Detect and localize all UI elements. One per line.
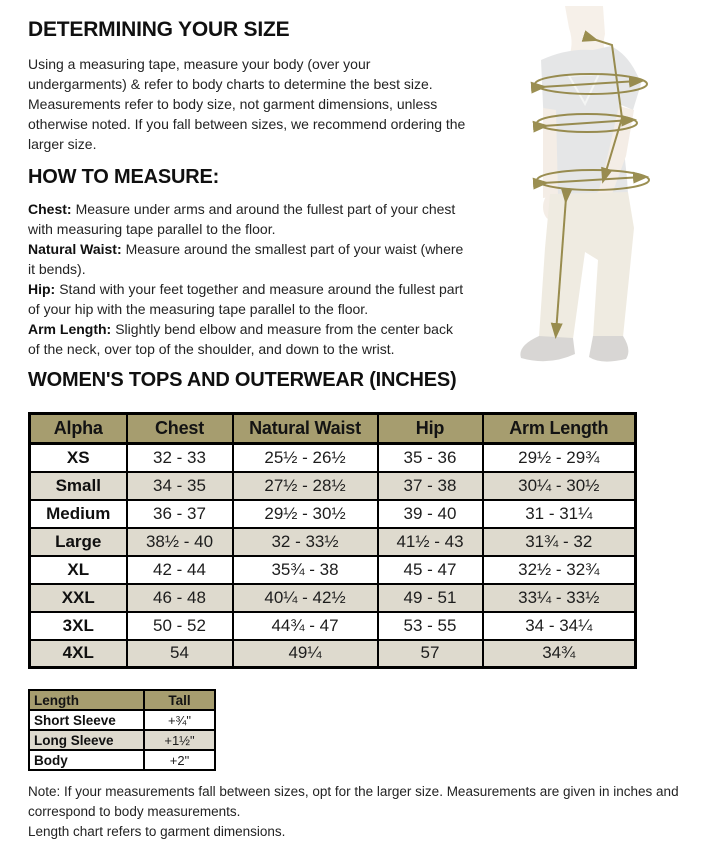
cell-value: 29½ - 30½ [233, 500, 378, 528]
measure-item-hip [28, 279, 468, 319]
cell-value: 33¼ - 33½ [483, 584, 636, 612]
row-label: 4XL [30, 640, 127, 668]
cell-value: 46 - 48 [127, 584, 233, 612]
row-label: Body [29, 750, 144, 770]
cell-value: 32 - 33½ [233, 528, 378, 556]
measure-item-chest [28, 199, 468, 239]
table-row [29, 710, 215, 730]
measure-item-natural-waist [28, 239, 468, 279]
page-title: DETERMINING YOUR SIZE [28, 18, 290, 41]
cell-value: 35 - 36 [378, 444, 483, 472]
cell-value: 30¼ - 30½ [483, 472, 636, 500]
size-table-header-row [30, 414, 636, 444]
footnote-line-2: Length chart refers to garment dimensions. [28, 824, 286, 839]
cell-value: 41½ - 43 [378, 528, 483, 556]
table-row [30, 500, 636, 528]
table-row [30, 472, 636, 500]
cell-value: 53 - 55 [378, 612, 483, 640]
measure-label: Arm Length: [28, 321, 112, 337]
length-table-header-row [29, 690, 215, 710]
footnote [28, 782, 718, 842]
cell-value: 25½ - 26½ [233, 444, 378, 472]
cell-value: 29½ - 29¾ [483, 444, 636, 472]
cell-value: 50 - 52 [127, 612, 233, 640]
cell-value: 31 - 31¼ [483, 500, 636, 528]
length-tall-table [28, 689, 216, 771]
person-silhouette [520, 6, 641, 362]
table-row [29, 730, 215, 750]
cell-value: +¾" [144, 710, 215, 730]
measure-text: Stand with your feet together and measure around the fullest part of your hip with the measuring tape parallel to the floor. [28, 281, 464, 317]
measure-text: Slightly bend elbow and measure from the center back of the neck, over top of the shoulder, and down to the wrist. [28, 321, 453, 357]
column-header: Alpha [30, 414, 127, 444]
cell-value: 44¾ - 47 [233, 612, 378, 640]
cell-value: 27½ - 28½ [233, 472, 378, 500]
table-row [30, 528, 636, 556]
row-label: Large [30, 528, 127, 556]
how-to-measure-heading: HOW TO MEASURE: [28, 166, 220, 188]
column-header: Tall [144, 690, 215, 710]
cell-value: 34¾ [483, 640, 636, 668]
table-row [30, 444, 636, 472]
row-label: Short Sleeve [29, 710, 144, 730]
cell-value: 49 - 51 [378, 584, 483, 612]
cell-value: 45 - 47 [378, 556, 483, 584]
size-chart-heading: WOMEN'S TOPS AND OUTERWEAR (INCHES) [28, 369, 457, 391]
measure-instructions [28, 199, 468, 359]
cell-value: 49¼ [233, 640, 378, 668]
cell-value: 34 - 35 [127, 472, 233, 500]
cell-value: 34 - 34¼ [483, 612, 636, 640]
measure-text: Measure under arms and around the fullest part of your chest with measuring tape parallel to the floor. [28, 201, 456, 237]
row-label: XS [30, 444, 127, 472]
measure-item-arm-length [28, 319, 468, 359]
row-label: Long Sleeve [29, 730, 144, 750]
cell-value: 32½ - 32¾ [483, 556, 636, 584]
woman-measure-diagram-image [481, 6, 716, 368]
cell-value: 32 - 33 [127, 444, 233, 472]
womens-tops-size-table [28, 412, 637, 669]
row-label: Small [30, 472, 127, 500]
table-row [29, 750, 215, 770]
row-label: XL [30, 556, 127, 584]
measurement-figure-illustration [481, 6, 716, 368]
column-header: Length [29, 690, 144, 710]
table-row [30, 612, 636, 640]
table-row [30, 640, 636, 668]
cell-value: 57 [378, 640, 483, 668]
column-header: Arm Length [483, 414, 636, 444]
cell-value: 38½ - 40 [127, 528, 233, 556]
measure-label: Natural Waist: [28, 241, 122, 257]
cell-value: +1½" [144, 730, 215, 750]
cell-value: 42 - 44 [127, 556, 233, 584]
row-label: 3XL [30, 612, 127, 640]
column-header: Hip [378, 414, 483, 444]
measure-text: Measure around the smallest part of your waist (where it bends). [28, 241, 464, 277]
table-row [30, 584, 636, 612]
footnote-line-1: Note: If your measurements fall between sizes, opt for the larger size. Measurements are given in inches and correspond to body measurements. [28, 784, 679, 819]
cell-value: 54 [127, 640, 233, 668]
intro-paragraph: Using a measuring tape, measure your body (over your undergarments) & refer to body charts to determine the best size. Measurements refer to body size, not garment dimensions, unless otherwise noted. If you fall between sizes, we recommend ordering the larger size. [28, 56, 466, 152]
measure-label: Hip: [28, 281, 56, 297]
row-label: XXL [30, 584, 127, 612]
cell-value: 39 - 40 [378, 500, 483, 528]
column-header: Natural Waist [233, 414, 378, 444]
cell-value: 31¾ - 32 [483, 528, 636, 556]
cell-value: 35¾ - 38 [233, 556, 378, 584]
column-header: Chest [127, 414, 233, 444]
row-label: Medium [30, 500, 127, 528]
cell-value: +2" [144, 750, 215, 770]
table-row [30, 556, 636, 584]
cell-value: 36 - 37 [127, 500, 233, 528]
cell-value: 37 - 38 [378, 472, 483, 500]
measure-label: Chest: [28, 201, 72, 217]
cell-value: 40¼ - 42½ [233, 584, 378, 612]
